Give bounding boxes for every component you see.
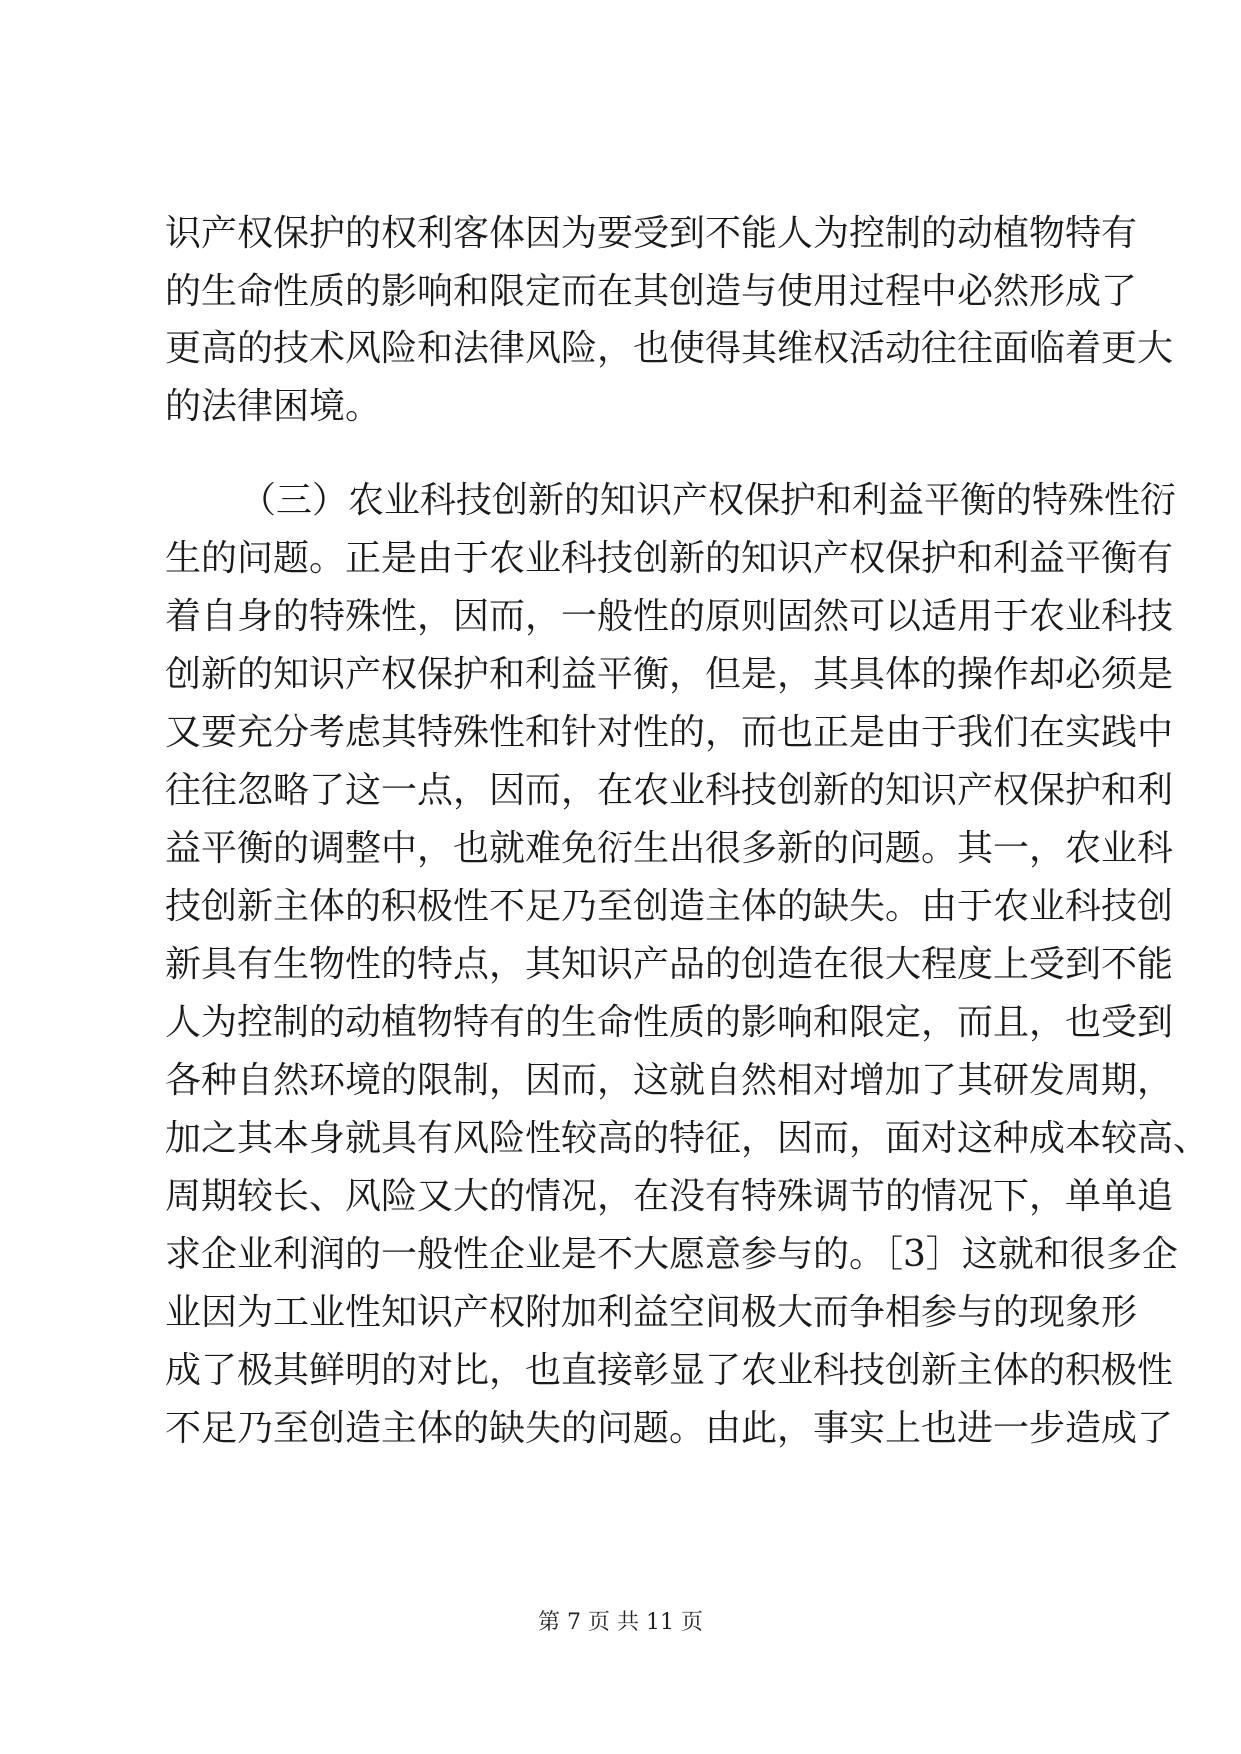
text-line: 又要充分考虑其特殊性和针对性的，而也正是由于我们在实践中 <box>165 712 1174 753</box>
text-line: 生的问题。正是由于农业科技创新的知识产权保护和利益平衡有 <box>165 538 1174 579</box>
text-line: 业因为工业性知识产权附加利益空间极大而争相参与的现象形 <box>165 1292 1138 1333</box>
text-line: 成了极其鲜明的对比，也直接彰显了农业科技创新主体的积极性 <box>165 1350 1174 1391</box>
text-line: 益平衡的调整中，也就难免衍生出很多新的问题。其一，农业科 <box>165 828 1174 869</box>
text-line: 不足乃至创造主体的缺失的问题。由此，事实上也进一步造成了 <box>165 1408 1174 1449</box>
text-line: 各种自然环境的限制，因而，这就自然相对增加了其研发周期， <box>165 1060 1174 1101</box>
text-line: 人为控制的动植物特有的生命性质的影响和限定，而且，也受到 <box>165 1002 1174 1043</box>
text-line: 创新的知识产权保护和利益平衡，但是，其具体的操作却必须是 <box>165 654 1174 695</box>
text-line: 周期较长、风险又大的情况，在没有特殊调节的情况下，单单追 <box>165 1176 1174 1217</box>
text-line: 识产权保护的权利客体因为要受到不能人为控制的动植物特有 <box>165 213 1138 254</box>
text-line: 技创新主体的积极性不足乃至创造主体的缺失。由于农业科技创 <box>165 886 1174 927</box>
text-line: 求企业利润的一般性企业是不大愿意参与的。［3］这就和很多企 <box>165 1234 1178 1275</box>
text-line: 的生命性质的影响和限定而在其创造与使用过程中必然形成了 <box>165 271 1138 312</box>
section-heading-line: （三）农业科技创新的知识产权保护和利益平衡的特殊性衍 <box>240 480 1177 521</box>
text-line: 更高的技术风险和法律风险，也使得其维权活动往往面临着更大 <box>165 328 1174 369</box>
text-line: 着自身的特殊性，因而，一般性的原则固然可以适用于农业科技 <box>165 596 1174 637</box>
text-line: 加之其本身就具有风险性较高的特征，因而，面对这种成本较高、 <box>165 1118 1210 1159</box>
text-line: 新具有生物性的特点，其知识产品的创造在很大程度上受到不能 <box>165 944 1174 985</box>
text-line: 的法律困境。 <box>165 386 382 427</box>
text-line: 往往忽略了这一点，因而，在农业科技创新的知识产权保护和利 <box>165 770 1174 811</box>
page-number: 第 7 页 共 11 页 <box>538 1610 703 1635</box>
